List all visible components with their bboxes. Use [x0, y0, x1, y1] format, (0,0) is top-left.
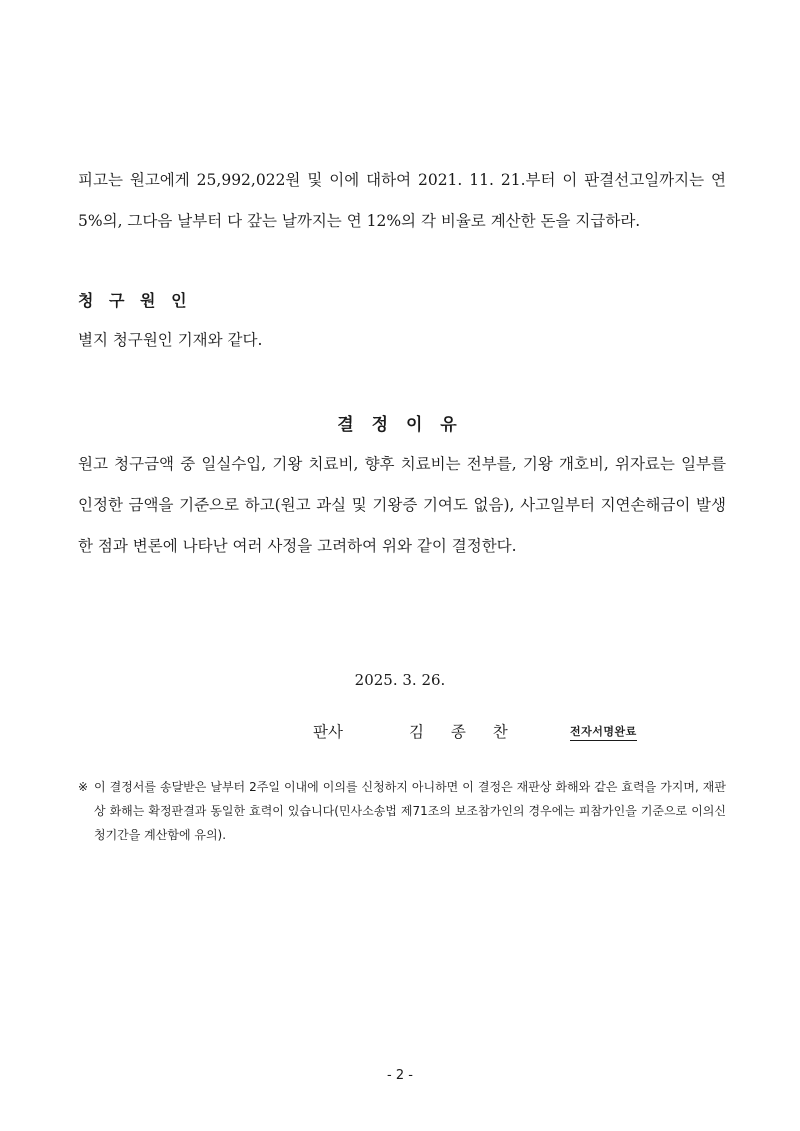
judge-name: 김 종 찬 [409, 723, 519, 741]
claim-heading: 청 구 원 인 [78, 291, 192, 310]
claim-paragraph: 별지 청구원인 기재와 같다. [78, 331, 263, 349]
reasons-heading: 결 정 이 유 [337, 415, 463, 435]
judge-title: 판사 [313, 723, 343, 741]
judge-signature-row [0, 720, 800, 744]
reference-mark-icon: ※ [78, 780, 89, 794]
page-number: - 2 - [387, 1068, 413, 1083]
decision-date: 2025. 3. 26. [354, 671, 446, 689]
reasons-paragraph: 원고 청구금액 중 일실수입, 기왕 치료비, 향후 치료비는 전부를, 기왕 개호비, 위자료는 일부를 인정한 금액을 기준으로 하고(원고 과실 및 기왕증 기여도 없음), 사고일부터 지연손해금이 발생한 점과 변론에 나타난 여러 사정을 고려하여 위와 같이 결정한다. [78, 455, 726, 555]
electronic-signature-stamp: 전자서명완료 [570, 723, 637, 741]
objection-notice [78, 775, 726, 847]
order-paragraph: 피고는 원고에게 25,992,022원 및 이에 대하여 2021. 11. 21.부터 이 판결선고일까지는 연 5%의, 그다음 날부터 다 갚는 날까지는 연 12%의 각 비율로 계산한 돈을 지급하라. [78, 171, 726, 230]
objection-notice-text: 이 결정서를 송달받은 날부터 2주일 이내에 이의를 신청하지 아니하면 이 결정은 재판상 화해와 같은 효력을 가지며, 재판상 화해는 확정판결과 동일한 효력이 있습니다(민사소송법 제71조의 보조참가인의 경우에는 피참가인을 기준으로 이의신청기간을 계산함에 유의). [94, 780, 726, 842]
